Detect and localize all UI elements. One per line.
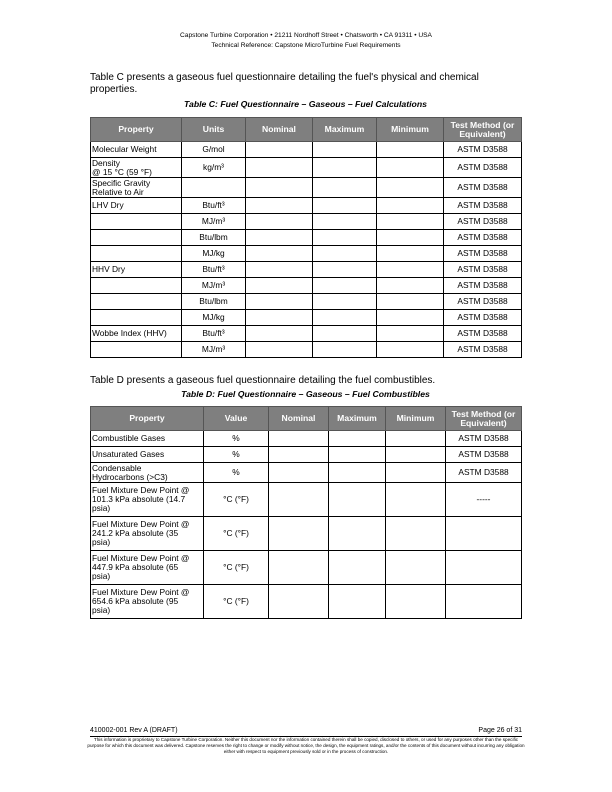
- entry-cell: [377, 262, 444, 278]
- units-cell: [182, 178, 246, 198]
- method-cell: ASTM D3588: [446, 463, 522, 483]
- entry-cell: [269, 463, 329, 483]
- entry-cell: [313, 342, 377, 358]
- header-company: Capstone Turbine Corporation • 21211 Nordhoff Street • Chatsworth • CA 91311 • USA: [180, 32, 432, 39]
- footer-doc-id: 410002-001 Rev A (DRAFT): [90, 727, 178, 734]
- column-header: Test Method (or Equivalent): [444, 118, 522, 142]
- entry-cell: [329, 431, 386, 447]
- units-cell: MJ/m³: [182, 342, 246, 358]
- property-cell: [91, 230, 182, 246]
- property-cell: Specific Gravity Relative to Air: [91, 178, 182, 198]
- entry-cell: [246, 278, 313, 294]
- entry-cell: [377, 158, 444, 178]
- column-header: Maximum: [329, 407, 386, 431]
- property-cell: HHV Dry: [91, 262, 182, 278]
- property-cell: [91, 214, 182, 230]
- table-row: [91, 198, 522, 214]
- entry-cell: [377, 342, 444, 358]
- property-cell: Fuel Mixture Dew Point @ 241.2 kPa absolute (35 psia): [91, 517, 204, 551]
- property-cell: Molecular Weight: [91, 142, 182, 158]
- property-cell: Fuel Mixture Dew Point @ 447.9 kPa absolute (65 psia): [91, 551, 204, 585]
- entry-cell: [269, 585, 329, 619]
- table-row: [91, 585, 522, 619]
- method-cell: -----: [446, 483, 522, 517]
- property-cell: Unsaturated Gases: [91, 447, 204, 463]
- entry-cell: [269, 551, 329, 585]
- table-row: [91, 158, 522, 178]
- table-row: [91, 246, 522, 262]
- entry-cell: [329, 551, 386, 585]
- entry-cell: [246, 198, 313, 214]
- entry-cell: [377, 214, 444, 230]
- method-cell: ASTM D3588: [444, 198, 522, 214]
- entry-cell: [313, 214, 377, 230]
- column-header: Test Method (or Equivalent): [446, 407, 522, 431]
- table-c: [90, 117, 522, 358]
- column-header: Maximum: [313, 118, 377, 142]
- entry-cell: [246, 262, 313, 278]
- table-row: [91, 551, 522, 585]
- column-header: Value: [204, 407, 269, 431]
- page-header: [0, 31, 612, 51]
- units-cell: MJ/m³: [182, 278, 246, 294]
- table-row: [91, 142, 522, 158]
- entry-cell: [377, 294, 444, 310]
- table-row: [91, 178, 522, 198]
- intro-table-c: Table C presents a gaseous fuel questionnaire detailing the fuel's physical and chemical properties.: [90, 72, 479, 95]
- property-cell: Fuel Mixture Dew Point @ 654.6 kPa absolute (95 psia): [91, 585, 204, 619]
- table-row: [91, 262, 522, 278]
- method-cell: ASTM D3588: [444, 278, 522, 294]
- method-cell: ASTM D3588: [444, 142, 522, 158]
- units-cell: %: [204, 447, 269, 463]
- entry-cell: [377, 310, 444, 326]
- header-title: Technical Reference: Capstone MicroTurbine Fuel Requirements: [211, 42, 401, 49]
- method-cell: ASTM D3588: [444, 294, 522, 310]
- units-cell: %: [204, 431, 269, 447]
- entry-cell: [313, 230, 377, 246]
- entry-cell: [377, 278, 444, 294]
- units-cell: Btu/ft³: [182, 198, 246, 214]
- entry-cell: [329, 483, 386, 517]
- method-cell: ASTM D3588: [444, 310, 522, 326]
- method-cell: [446, 517, 522, 551]
- table-row: [91, 326, 522, 342]
- method-cell: ASTM D3588: [444, 214, 522, 230]
- units-cell: MJ/kg: [182, 310, 246, 326]
- entry-cell: [329, 463, 386, 483]
- entry-cell: [269, 517, 329, 551]
- table-row: [91, 463, 522, 483]
- property-cell: Condensable Hydrocarbons (>C3): [91, 463, 204, 483]
- units-cell: MJ/kg: [182, 246, 246, 262]
- column-header: Nominal: [269, 407, 329, 431]
- column-header: Minimum: [377, 118, 444, 142]
- entry-cell: [377, 230, 444, 246]
- entry-cell: [313, 294, 377, 310]
- entry-cell: [377, 326, 444, 342]
- table-row: [91, 431, 522, 447]
- entry-cell: [329, 585, 386, 619]
- column-header: Units: [182, 118, 246, 142]
- entry-cell: [313, 142, 377, 158]
- method-cell: ASTM D3588: [444, 158, 522, 178]
- entry-cell: [313, 246, 377, 262]
- entry-cell: [377, 178, 444, 198]
- entry-cell: [269, 431, 329, 447]
- table-row: [91, 310, 522, 326]
- units-cell: Btu/lbm: [182, 230, 246, 246]
- table-c-caption: Table C: Fuel Questionnaire – Gaseous – Fuel Calculations: [184, 99, 427, 109]
- property-cell: [91, 278, 182, 294]
- method-cell: ASTM D3588: [446, 431, 522, 447]
- units-cell: °C (°F): [204, 483, 269, 517]
- entry-cell: [377, 142, 444, 158]
- method-cell: ASTM D3588: [444, 342, 522, 358]
- entry-cell: [377, 246, 444, 262]
- property-cell: Density @ 15 °C (59 °F): [91, 158, 182, 178]
- table-row: [91, 483, 522, 517]
- entry-cell: [329, 447, 386, 463]
- table-d: [90, 406, 522, 619]
- table-row: [91, 278, 522, 294]
- units-cell: Btu/ft³: [182, 262, 246, 278]
- units-cell: Btu/ft³: [182, 326, 246, 342]
- column-header: Property: [91, 407, 204, 431]
- table-row: [91, 294, 522, 310]
- entry-cell: [246, 178, 313, 198]
- entry-cell: [269, 483, 329, 517]
- entry-cell: [313, 326, 377, 342]
- property-cell: LHV Dry: [91, 198, 182, 214]
- method-cell: [446, 551, 522, 585]
- property-cell: [91, 294, 182, 310]
- units-cell: °C (°F): [204, 517, 269, 551]
- entry-cell: [269, 447, 329, 463]
- table-row: [91, 342, 522, 358]
- entry-cell: [386, 431, 446, 447]
- table-row: [91, 230, 522, 246]
- property-cell: Fuel Mixture Dew Point @ 101.3 kPa absolute (14.7 psia): [91, 483, 204, 517]
- entry-cell: [377, 198, 444, 214]
- method-cell: ASTM D3588: [444, 262, 522, 278]
- entry-cell: [313, 278, 377, 294]
- table-row: [91, 214, 522, 230]
- entry-cell: [386, 483, 446, 517]
- units-cell: G/mol: [182, 142, 246, 158]
- entry-cell: [329, 517, 386, 551]
- entry-cell: [246, 342, 313, 358]
- entry-cell: [246, 326, 313, 342]
- table-row: [91, 517, 522, 551]
- property-cell: [91, 246, 182, 262]
- method-cell: ASTM D3588: [444, 326, 522, 342]
- column-header: Minimum: [386, 407, 446, 431]
- units-cell: %: [204, 463, 269, 483]
- entry-cell: [386, 517, 446, 551]
- entry-cell: [313, 178, 377, 198]
- entry-cell: [313, 158, 377, 178]
- entry-cell: [386, 447, 446, 463]
- entry-cell: [246, 214, 313, 230]
- property-cell: [91, 342, 182, 358]
- footer-disclaimer: This information is proprietary to Capstone Turbine Corporation. Neither this document nor the information contained therein shall be copied, disclosed to others, or used for any purposes other than the specific purpose for which this document was delivered. Capstone reserves the right to change or modify without notice, the design, the equipment ratings, and/or the contents of this document without incurring any obligation either with respect to equipment previously sold or in the process of construction.: [87, 737, 525, 754]
- entry-cell: [386, 585, 446, 619]
- entry-cell: [246, 246, 313, 262]
- entry-cell: [313, 198, 377, 214]
- method-cell: [446, 585, 522, 619]
- method-cell: ASTM D3588: [446, 447, 522, 463]
- entry-cell: [386, 463, 446, 483]
- table-row: [91, 447, 522, 463]
- entry-cell: [246, 310, 313, 326]
- table-d-caption: Table D: Fuel Questionnaire – Gaseous – Fuel Combustibles: [181, 389, 430, 399]
- property-cell: Combustible Gases: [91, 431, 204, 447]
- column-header: Nominal: [246, 118, 313, 142]
- units-cell: kg/m³: [182, 158, 246, 178]
- property-cell: Wobbe Index (HHV): [91, 326, 182, 342]
- units-cell: °C (°F): [204, 551, 269, 585]
- column-header: Property: [91, 118, 182, 142]
- entry-cell: [386, 551, 446, 585]
- intro-table-d: Table D presents a gaseous fuel questionnaire detailing the fuel combustibles.: [90, 375, 436, 386]
- entry-cell: [246, 230, 313, 246]
- units-cell: Btu/lbm: [182, 294, 246, 310]
- entry-cell: [246, 294, 313, 310]
- footer-page-number: Page 26 of 31: [478, 727, 522, 734]
- entry-cell: [313, 262, 377, 278]
- property-cell: [91, 310, 182, 326]
- method-cell: ASTM D3588: [444, 246, 522, 262]
- units-cell: °C (°F): [204, 585, 269, 619]
- units-cell: MJ/m³: [182, 214, 246, 230]
- entry-cell: [313, 310, 377, 326]
- entry-cell: [246, 142, 313, 158]
- method-cell: ASTM D3588: [444, 178, 522, 198]
- method-cell: ASTM D3588: [444, 230, 522, 246]
- entry-cell: [246, 158, 313, 178]
